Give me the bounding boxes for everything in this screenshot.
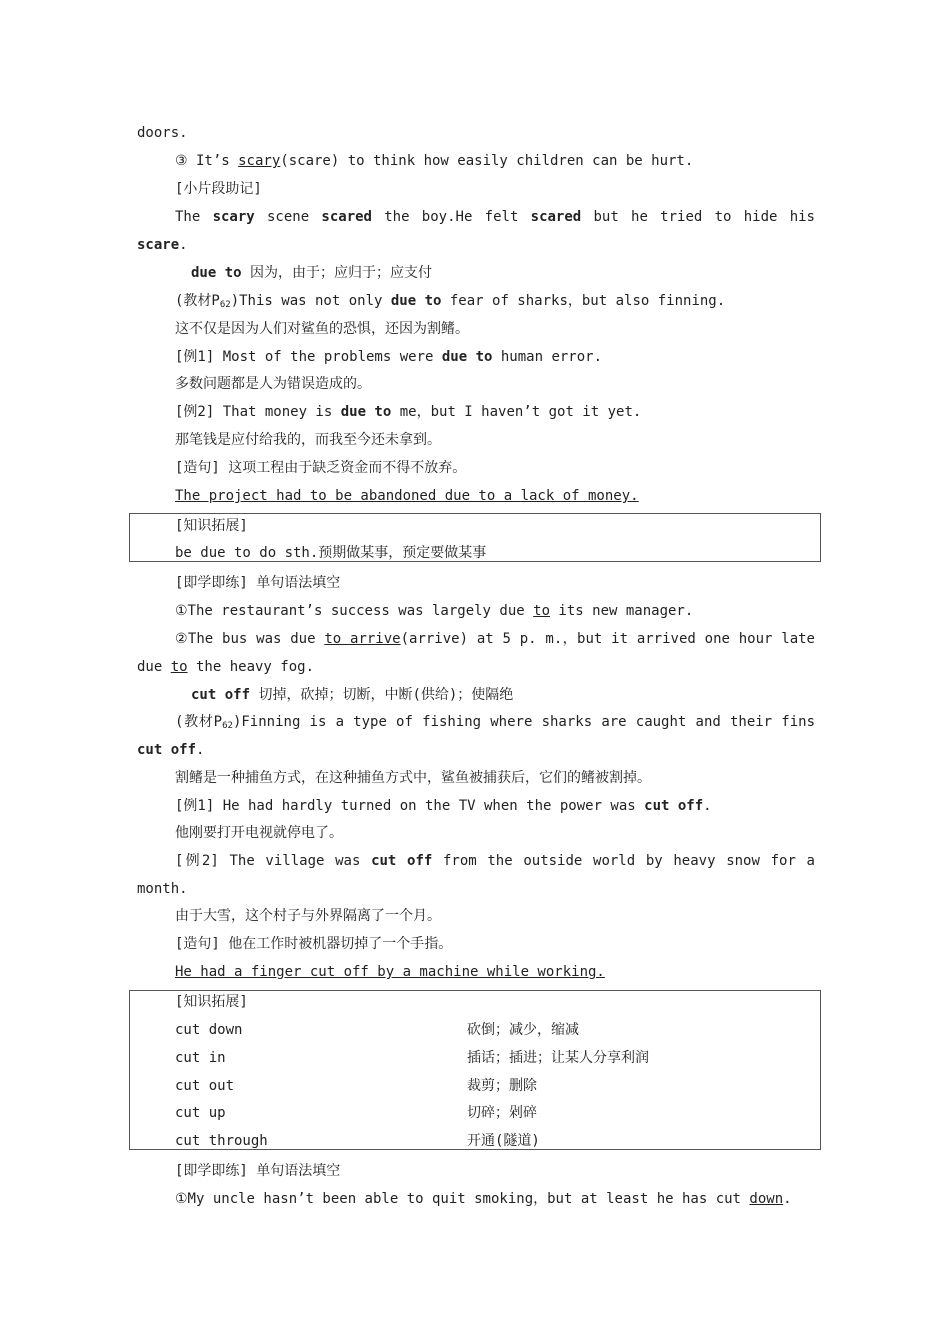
example-line: [175, 402, 853, 422]
box-line: be due to do sth.预期做某事，预定要做某事: [175, 545, 487, 561]
text-span: )This was not only: [230, 293, 391, 309]
text-line: [175, 291, 853, 315]
sentence-task: [造句] 他在工作时被机器切掉了一个手指。: [175, 936, 453, 952]
phrase-row-en: cut through: [175, 1133, 268, 1149]
phrase-row-zh: 插话；插进；让某人分享利润: [467, 1050, 649, 1066]
text-span: ①My uncle hasn’t been able to quit smoking，but at least he has cut: [175, 1191, 750, 1207]
text-span: fear of sharks，but also finning.: [441, 293, 726, 309]
text-span: its new manager.: [550, 603, 694, 619]
text-line: [175, 207, 815, 227]
answer-blank: to: [533, 603, 550, 619]
bold-term: scared: [530, 209, 582, 225]
example-line: [175, 347, 853, 367]
bold-term: scare: [137, 237, 180, 253]
phrase-term: due to: [191, 265, 242, 281]
phrase-heading: [191, 263, 869, 283]
answer-underline: The project had to be abandoned due to a lack of money.: [175, 488, 639, 504]
text-span: The: [175, 209, 213, 225]
phrase-row-en: cut in: [175, 1050, 226, 1066]
text-span: ①The restaurant’s success was largely due: [175, 603, 534, 619]
bold-term: due to: [441, 349, 493, 365]
section-label: [即学即练] 单句语法填空: [175, 1163, 341, 1179]
text-line: [175, 151, 853, 171]
text-span: ②The bus was due: [175, 631, 325, 647]
text-span: but he tried to hide his: [581, 209, 815, 225]
text-span: (scare) to think how easily children can be hurt.: [280, 153, 694, 169]
phrase-heading: [191, 685, 869, 705]
phrase-row-zh: 裁剪；删除: [467, 1078, 537, 1094]
bold-term: cut off: [371, 853, 433, 869]
exercise-item: [175, 629, 815, 649]
exercise-item: [137, 657, 815, 677]
text-span: ③ It’s: [175, 153, 239, 169]
text-span: (arrive) at 5 p. m.，but it arrived one hour late: [400, 631, 815, 647]
answer-blank: down: [749, 1191, 784, 1207]
phrase-term: cut off: [191, 687, 251, 703]
text-span: from the outside world by heavy snow for a: [432, 853, 815, 869]
section-label: [即学即练] 单句语法填空: [175, 575, 341, 591]
phrase-row-zh: 开通(隧道): [467, 1133, 540, 1149]
text-span: [例2] That money is: [175, 404, 341, 420]
phrase-row-en: cut out: [175, 1078, 235, 1094]
bold-term: due to: [340, 404, 392, 420]
exercise-item: [175, 601, 853, 621]
bold-term: cut off: [137, 742, 197, 758]
phrase-meaning: 因为，由于；应归于；应支付: [241, 265, 433, 281]
text-span: [例1] He had hardly turned on the TV when the power was: [175, 798, 645, 814]
sentence-answer: [175, 962, 853, 982]
translation-line: 这不仅是因为人们对鲨鱼的恐惧，还因为割鳍。: [175, 321, 469, 337]
answer-blank: scary: [238, 153, 281, 169]
sentence-task: [造句] 这项工程由于缺乏资金而不得不放弃。: [175, 460, 467, 476]
answer-blank: to arrive: [324, 631, 401, 647]
translation-line: 由于大雪，这个村子与外界隔离了一个月。: [175, 908, 441, 924]
box-title: [知识拓展]: [175, 518, 248, 534]
text-span: human error.: [492, 349, 603, 365]
phrase-row-zh: 切碎；剁碎: [467, 1105, 537, 1121]
text-line: doors.: [137, 125, 188, 141]
bold-term: due to: [390, 293, 442, 309]
text-span: (教材P: [175, 293, 220, 309]
page-subscript: 62: [219, 300, 231, 310]
page-subscript: 62: [222, 721, 233, 731]
bold-term: scared: [321, 209, 372, 225]
phrase-meaning: 切掉，砍掉；切断，中断(供给)；使隔绝: [250, 687, 514, 703]
text-span: the heavy fog.: [187, 659, 315, 675]
translation-line: 多数问题都是人为错误造成的。: [175, 376, 371, 392]
answer-underline: He had a finger cut off by a machine while working.: [175, 964, 605, 980]
translation-line: 割鳍是一种捕鱼方式，在这种捕鱼方式中，鲨鱼被捕获后，它们的鳍被割掉。: [175, 770, 651, 786]
text-span: due: [137, 659, 171, 675]
text-span: )Finning is a type of fishing where sharks are caught and their fins: [232, 714, 816, 730]
section-label: [小片段助记]: [175, 181, 262, 197]
phrase-row-en: cut down: [175, 1022, 243, 1038]
knowledge-box-2: [129, 990, 821, 1150]
text-span: .: [196, 742, 205, 758]
text-line: month.: [137, 881, 188, 897]
text-span: .: [703, 798, 712, 814]
text-span: the boy.He felt: [371, 209, 531, 225]
text-span: .: [179, 237, 188, 253]
translation-line: 那笔钱是应付给我的，而我至今还未拿到。: [175, 432, 441, 448]
text-line: [137, 740, 815, 760]
text-line: [175, 712, 815, 736]
text-span: (教材P: [175, 714, 223, 730]
text-line: [137, 235, 815, 255]
example-line: [175, 851, 815, 871]
text-span: me，but I haven’t got it yet.: [391, 404, 642, 420]
box-title: [知识拓展]: [175, 994, 248, 1010]
text-span: [例1] Most of the problems were: [175, 349, 442, 365]
text-span: scene: [254, 209, 322, 225]
phrase-row-zh: 砍倒；减少，缩减: [467, 1022, 579, 1038]
translation-line: 他刚要打开电视就停电了。: [175, 825, 343, 841]
sentence-answer: [175, 486, 853, 506]
text-span: [例2] The village was: [175, 853, 372, 869]
answer-blank: to: [170, 659, 188, 675]
exercise-item: [175, 1189, 853, 1209]
example-line: [175, 796, 853, 816]
bold-term: scary: [212, 209, 255, 225]
phrase-row-en: cut up: [175, 1105, 226, 1121]
bold-term: cut off: [644, 798, 704, 814]
text-span: .: [783, 1191, 792, 1207]
